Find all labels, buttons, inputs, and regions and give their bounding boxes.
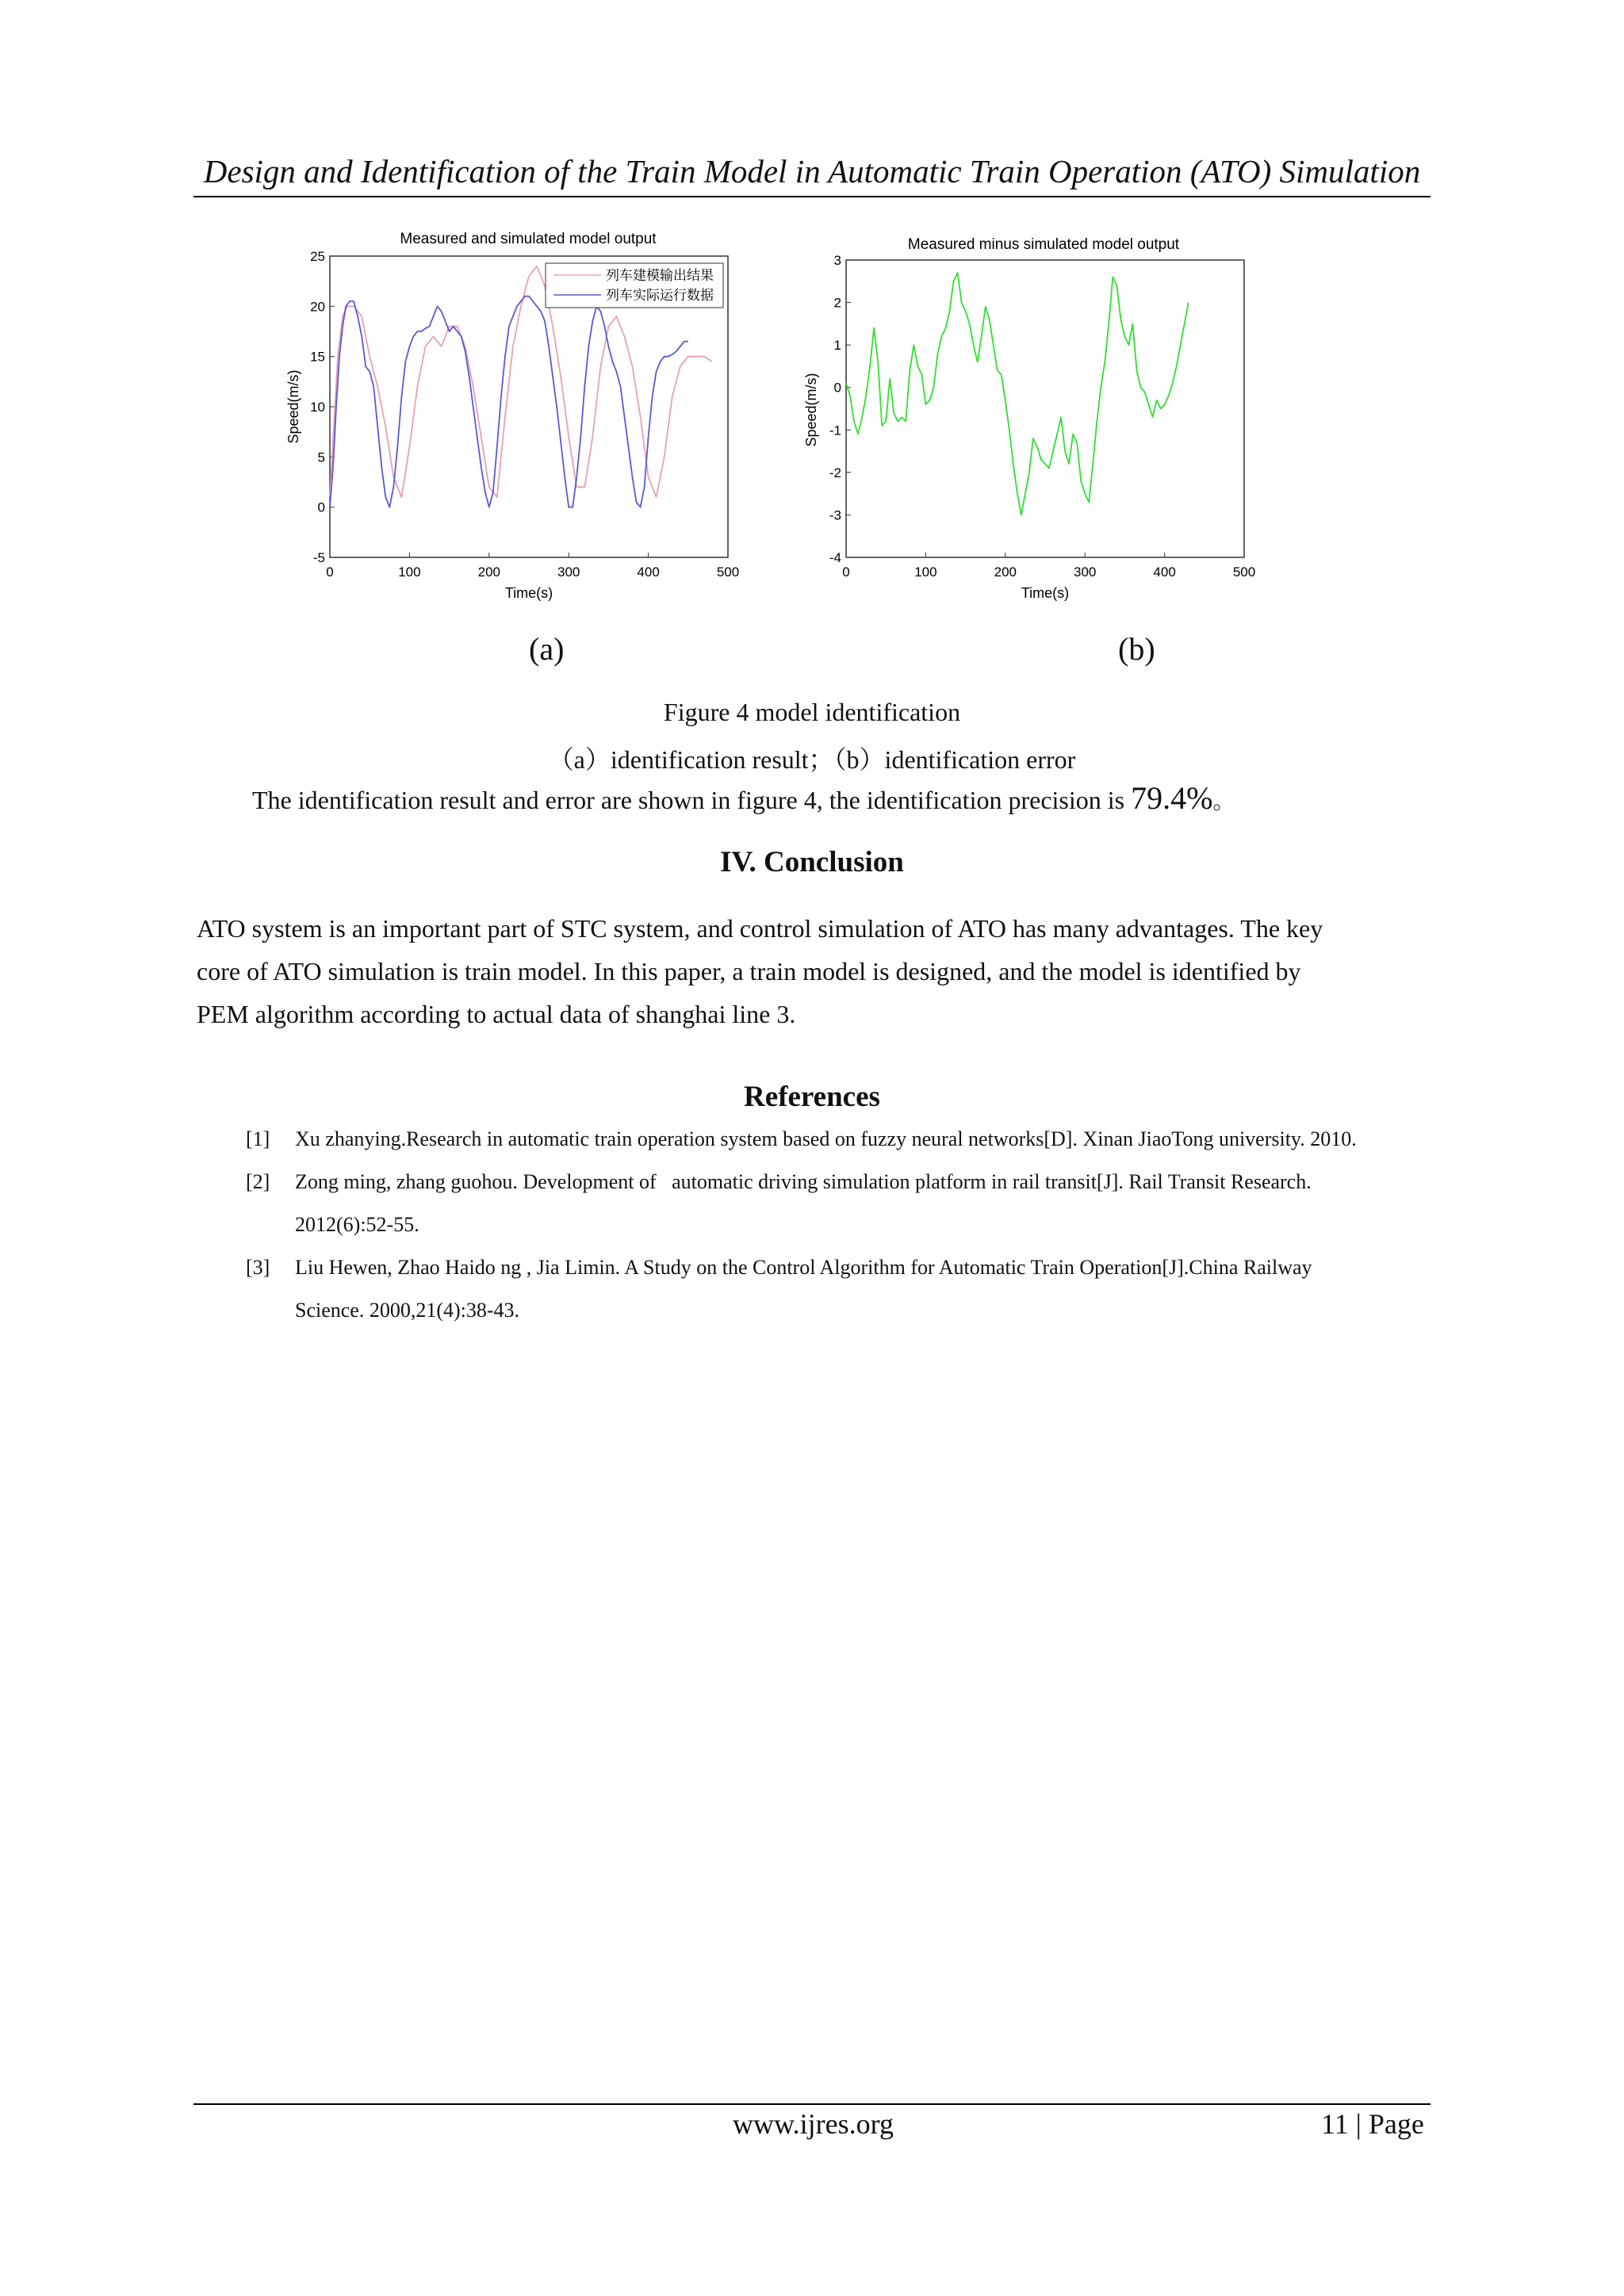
reference-item: Xu zhanying.Research in automatic train operation system based on fuzzy neural networks[D]. Xinan JiaoTong university. 2010. — [295, 1127, 1357, 1150]
chart-b-xtick-label: 300 — [1074, 564, 1097, 580]
subfigure-label-a: (a) — [529, 631, 565, 667]
chart-b-xtick-label: 500 — [1232, 564, 1256, 580]
reference-item-continued: Science. 2000,21(4):38-43. — [295, 1299, 520, 1322]
chart-a-xtick-label: 400 — [637, 564, 660, 580]
conclusion-heading: IV. Conclusion — [720, 846, 904, 878]
chart-a-xtick-label: 200 — [477, 564, 500, 580]
chart-a-ytick-label: 0 — [317, 499, 325, 515]
conclusion-line-2: core of ATO simulation is train model. In this paper, a train model is designed, and the model is identified by — [197, 957, 1301, 985]
chart-a-xtick-label: 0 — [326, 564, 334, 580]
chart-a-ytick-label: 5 — [317, 450, 325, 465]
conclusion-line-3: PEM algorithm according to actual data of shanghai line 3. — [197, 1000, 796, 1028]
chart-b-xtick-label: 200 — [994, 564, 1017, 580]
reference-item-continued: 2012(6):52-55. — [295, 1213, 419, 1236]
header-rule — [193, 196, 1431, 197]
chart-a-ylabel: Speed(m/s) — [285, 369, 301, 444]
figure-caption: Figure 4 model identification — [663, 698, 961, 726]
reference-item: Liu Hewen, Zhao Haido ng , Jia Limin. A Study on the Control Algorithm for Automatic Train Operation[J].China Railway — [295, 1256, 1312, 1279]
footer-page-number: 11 | Page — [1321, 2108, 1424, 2140]
chart-a-xtick-label: 100 — [398, 564, 421, 580]
chart-a-ytick-label: 20 — [310, 299, 325, 315]
chart-b-xtick-label: 0 — [842, 564, 850, 580]
chart-b-xlabel: Time(s) — [1021, 585, 1070, 601]
chart-b-axes-box — [846, 260, 1244, 557]
chart-b-ytick-label: -4 — [829, 550, 841, 565]
chart-b-ytick-label: 3 — [833, 253, 841, 268]
chart-a-xtick-label: 500 — [716, 564, 740, 580]
footer-url: www.ijres.org — [733, 2108, 894, 2140]
chart-b-title: Measured minus simulated model output — [907, 236, 1180, 253]
chart-a-title: Measured and simulated model output — [400, 231, 657, 247]
precision-sentence — [252, 777, 1235, 824]
chart-a-xlabel: Time(s) — [504, 585, 553, 601]
running-header: Design and Identification of the Train Model in Automatic Train Operation (ATO) Simulation — [203, 153, 1421, 189]
legend-label-actual: 列车实际运行数据 — [606, 288, 714, 303]
figure-subcaption: （a）identification result；（b）identification error — [548, 745, 1076, 774]
chart-b-ytick-label: -2 — [829, 465, 841, 480]
precision-mark: 。 — [1212, 790, 1235, 814]
chart-a-ytick-label: 15 — [310, 349, 325, 365]
reference-number: [2] — [246, 1170, 270, 1193]
chart-b-ytick-label: -1 — [829, 423, 841, 438]
chart-a-legend — [546, 263, 723, 308]
chart-b-xtick-label: 400 — [1153, 564, 1176, 580]
chart-a-xtick-label: 300 — [557, 564, 580, 580]
chart-a-ytick-label: 10 — [310, 400, 325, 415]
reference-item: Zong ming, zhang guohou. Development of automatic driving simulation platform in rail transit[J]. Rail Transit Research. — [295, 1170, 1312, 1193]
chart-b — [797, 222, 1273, 610]
conclusion-line-1: ATO system is an important part of STC system, and control simulation of ATO has many advantages. The key — [197, 914, 1323, 943]
reference-number: [3] — [246, 1256, 270, 1279]
chart-b-ytick-label: 1 — [833, 338, 841, 354]
chart-b-ytick-label: 2 — [833, 295, 841, 311]
chart-b-ylabel: Speed(m/s) — [803, 373, 819, 447]
chart-b-xtick-label: 100 — [914, 564, 937, 580]
reference-number: [1] — [246, 1127, 270, 1150]
chart-b-ytick-label: -3 — [829, 507, 841, 523]
precision-value: 79.4% — [1131, 780, 1213, 816]
footer-rule — [193, 2103, 1431, 2105]
references-heading: References — [744, 1081, 880, 1113]
chart-a — [278, 222, 753, 610]
chart-b-ytick-label: 0 — [833, 380, 841, 396]
chart-a-ytick-label: -5 — [312, 550, 325, 565]
precision-text: The identification result and error are shown in figure 4, the identification precision is — [252, 786, 1132, 814]
subfigure-label-b: (b) — [1118, 631, 1155, 667]
chart-a-ytick-label: 25 — [310, 249, 325, 264]
legend-label-model: 列车建模输出结果 — [606, 268, 714, 283]
